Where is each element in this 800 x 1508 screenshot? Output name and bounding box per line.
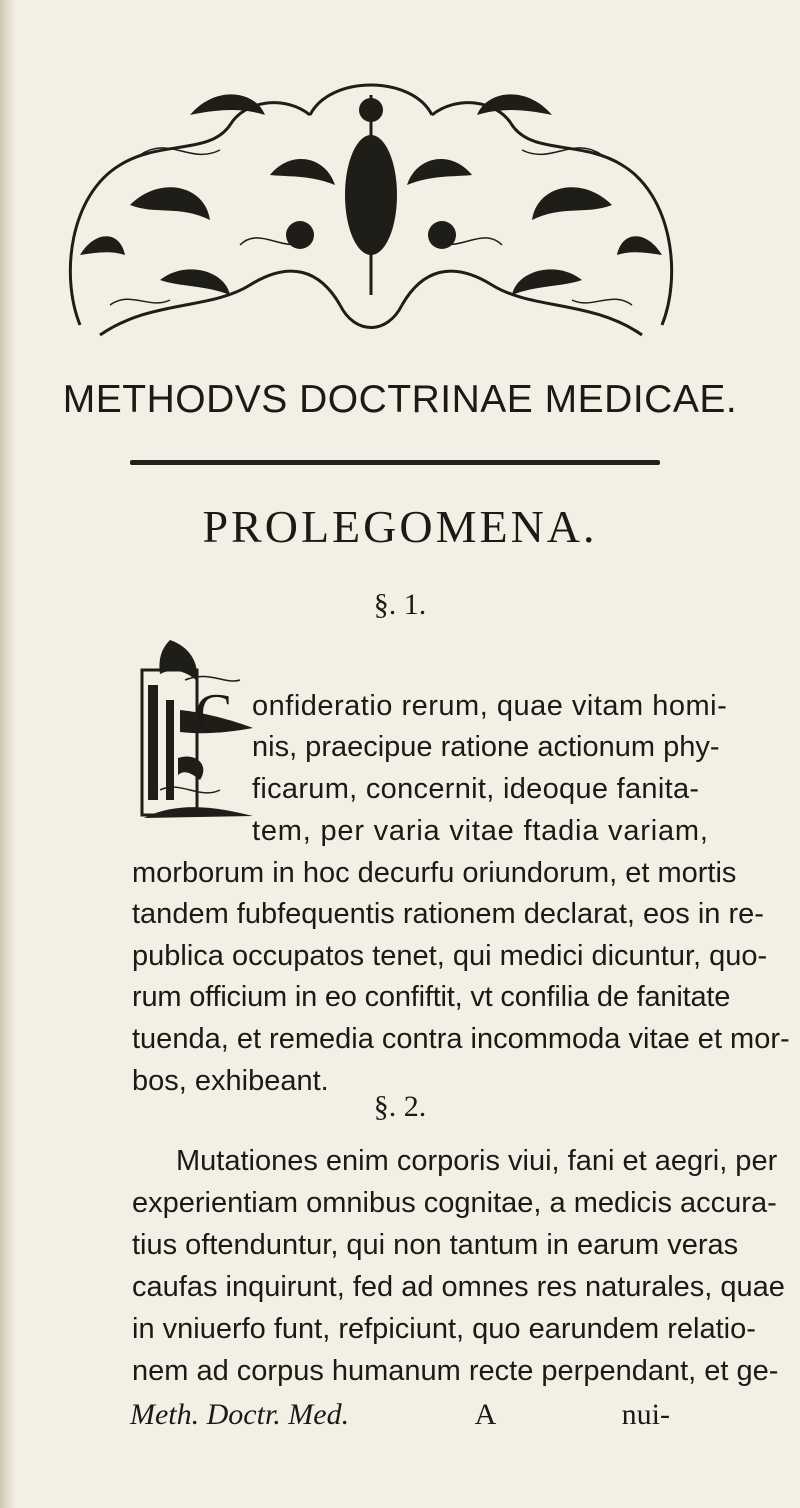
paragraph-mark-1: §. 1. — [373, 588, 427, 621]
text-line: caufas inquirunt, fed ad omnes res naturales, quae — [132, 1271, 785, 1303]
text-line: experientiam omnibus cognitae, a medicis accura- — [132, 1187, 777, 1219]
drop-cap-initial: C — [195, 683, 233, 745]
signature-mark: Meth. Doctr. Med. — [130, 1398, 350, 1431]
text-line: Mutationes enim corporis viui, fani et aegri, per — [176, 1145, 778, 1177]
text-line: tuenda, et remedia contra incommoda vitae et mor- — [132, 1023, 790, 1055]
signature-letter: A — [474, 1398, 497, 1431]
text-line: tandem fubfequentis rationem declarat, eos in re- — [132, 898, 764, 930]
text-line: nem ad corpus humanum recte perpendant, et ge- — [132, 1355, 779, 1387]
catchword: nui- — [621, 1398, 670, 1431]
text-line: onfideratio rerum, quae vitam homi- — [252, 690, 728, 722]
text-line: bos, exhibeant. — [132, 1065, 329, 1097]
floral-headpiece-ornament — [40, 55, 702, 345]
text-line: tius oftenduntur, qui non tantum in earum veras — [132, 1229, 739, 1261]
text-line: in vniuerfo funt, refpiciunt, quo earundem relatio- — [132, 1313, 756, 1345]
text-line: nis, praecipue ratione actionum phy- — [252, 731, 720, 763]
running-title: METHODVS DOCTRINAE MEDICAE. — [62, 378, 738, 421]
binding-edge — [0, 0, 16, 1508]
paragraph-mark-2: §. 2. — [373, 1090, 427, 1123]
text-line: publica occupatos tenet, qui medici dicuntur, quo- — [132, 940, 768, 972]
text-line: tem, per varia vitae ftadia variam, — [252, 815, 709, 847]
text-line: morborum in hoc decurfu oriundorum, et mortis — [132, 857, 737, 889]
title-rule — [130, 460, 660, 465]
text-line: rum officium in eo confiftit, vt confilia de fanitate — [132, 981, 731, 1013]
signature-line — [130, 1398, 670, 1432]
section-title: PROLEGOMENA. — [202, 501, 598, 552]
text-line: ficarum, concernit, ideoque fanita- — [252, 773, 700, 805]
